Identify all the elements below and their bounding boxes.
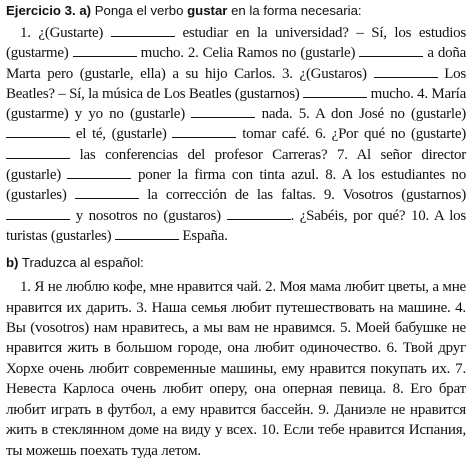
instruction-post: en la forma necesaria:	[231, 3, 362, 18]
section-b-translation-text: 1. Я не люблю кофе, мне нравится чай. 2. Моя мама любит цветы, а мне нравится их дарить. 3. Наша семья любит путешествовать на машине. 4. Вы (vosotros) нам нравитесь, а мы вам не нравимся. 5. Моей бабушке не нравится жить в большом городе, она любит одиночество. 6. Твой друг Хорхе очень любит современные машины, ему нравится покупать их. 7. Невеста Карлоса очень любит оперу, она оперная певица. 8. Его брат любит играть в футбол, а ему нравится бассейн. 9. Даниэле не нравится жить в стеклянном доме на виду у всех. 10. Если тебе нравится Испания, ты можешь поехать туда летом.	[6, 279, 466, 459]
answer-blank[interactable]	[6, 146, 70, 159]
section-a-heading	[6, 3, 466, 19]
exercise-fragment: a doña Marta pero (gustarle, ella) a su hijo Carlos. 3. ¿(Gustaros)	[6, 45, 467, 82]
exercise-fragment: . ¿Sabéis, por qué? 10. A los turistas (gustarles)	[6, 207, 467, 244]
exercise-fragment: poner la firma con tinta azul. 8. A los estudiantes no (gustarles)	[6, 167, 467, 204]
exercise-fragment: España.	[182, 227, 228, 244]
exercise-number: Ejercicio 3.	[6, 3, 76, 18]
answer-blank[interactable]	[73, 44, 137, 57]
section-a-letter: a)	[79, 3, 92, 18]
section-b-instruction: Traduzca al español:	[21, 255, 144, 271]
instruction-verb: gustar	[187, 3, 228, 18]
exercise-fragment: la corrección de las faltas. 9. Vosotros (gustarnos)	[147, 187, 466, 204]
section-a-exercise-text	[6, 23, 466, 246]
instruction-pre: Ponga el verbo	[94, 3, 184, 18]
exercise-fragment: estudiar en la universidad? – Sí, los estudios (gustarme)	[6, 25, 467, 62]
answer-blank[interactable]	[359, 44, 423, 57]
answer-blank[interactable]	[115, 227, 179, 240]
exercise-fragment: mucho. 4. María (gustarme) y yo no (gustarle)	[6, 85, 466, 123]
answer-blank[interactable]	[374, 65, 438, 78]
answer-blank[interactable]	[172, 125, 236, 138]
answer-blank[interactable]	[303, 85, 367, 98]
exercise-fragment: las conferencias del profesor Carreras? 7. Al señor director (gustarle)	[6, 146, 467, 184]
section-b-heading	[6, 255, 466, 271]
answer-blank[interactable]	[75, 186, 139, 199]
exercise-fragment: el té, (gustarle)	[75, 126, 167, 143]
answer-blank[interactable]	[6, 207, 70, 220]
answer-blank[interactable]	[227, 207, 291, 220]
exercise-fragment: tomar café. 6. ¿Por qué no (gustarte)	[242, 126, 467, 143]
answer-blank[interactable]	[111, 24, 175, 37]
answer-blank[interactable]	[67, 166, 131, 179]
exercise-page	[6, 3, 466, 461]
exercise-fragment: nada. 5. A don José no (gustarle)	[261, 106, 466, 123]
answer-blank[interactable]	[6, 125, 70, 138]
exercise-fragment: 1. ¿(Gustarte)	[20, 25, 104, 41]
exercise-fragment: mucho. 2. Celia Ramos no (gustarle)	[140, 45, 356, 62]
exercise-fragment: Los Beatles? – Sí, la música de Los Beatles (gustarnos)	[6, 65, 467, 102]
answer-blank[interactable]	[191, 105, 255, 118]
exercise-fragment: y nosotros no (gustaros)	[75, 207, 221, 224]
section-b-letter: b)	[6, 255, 19, 271]
